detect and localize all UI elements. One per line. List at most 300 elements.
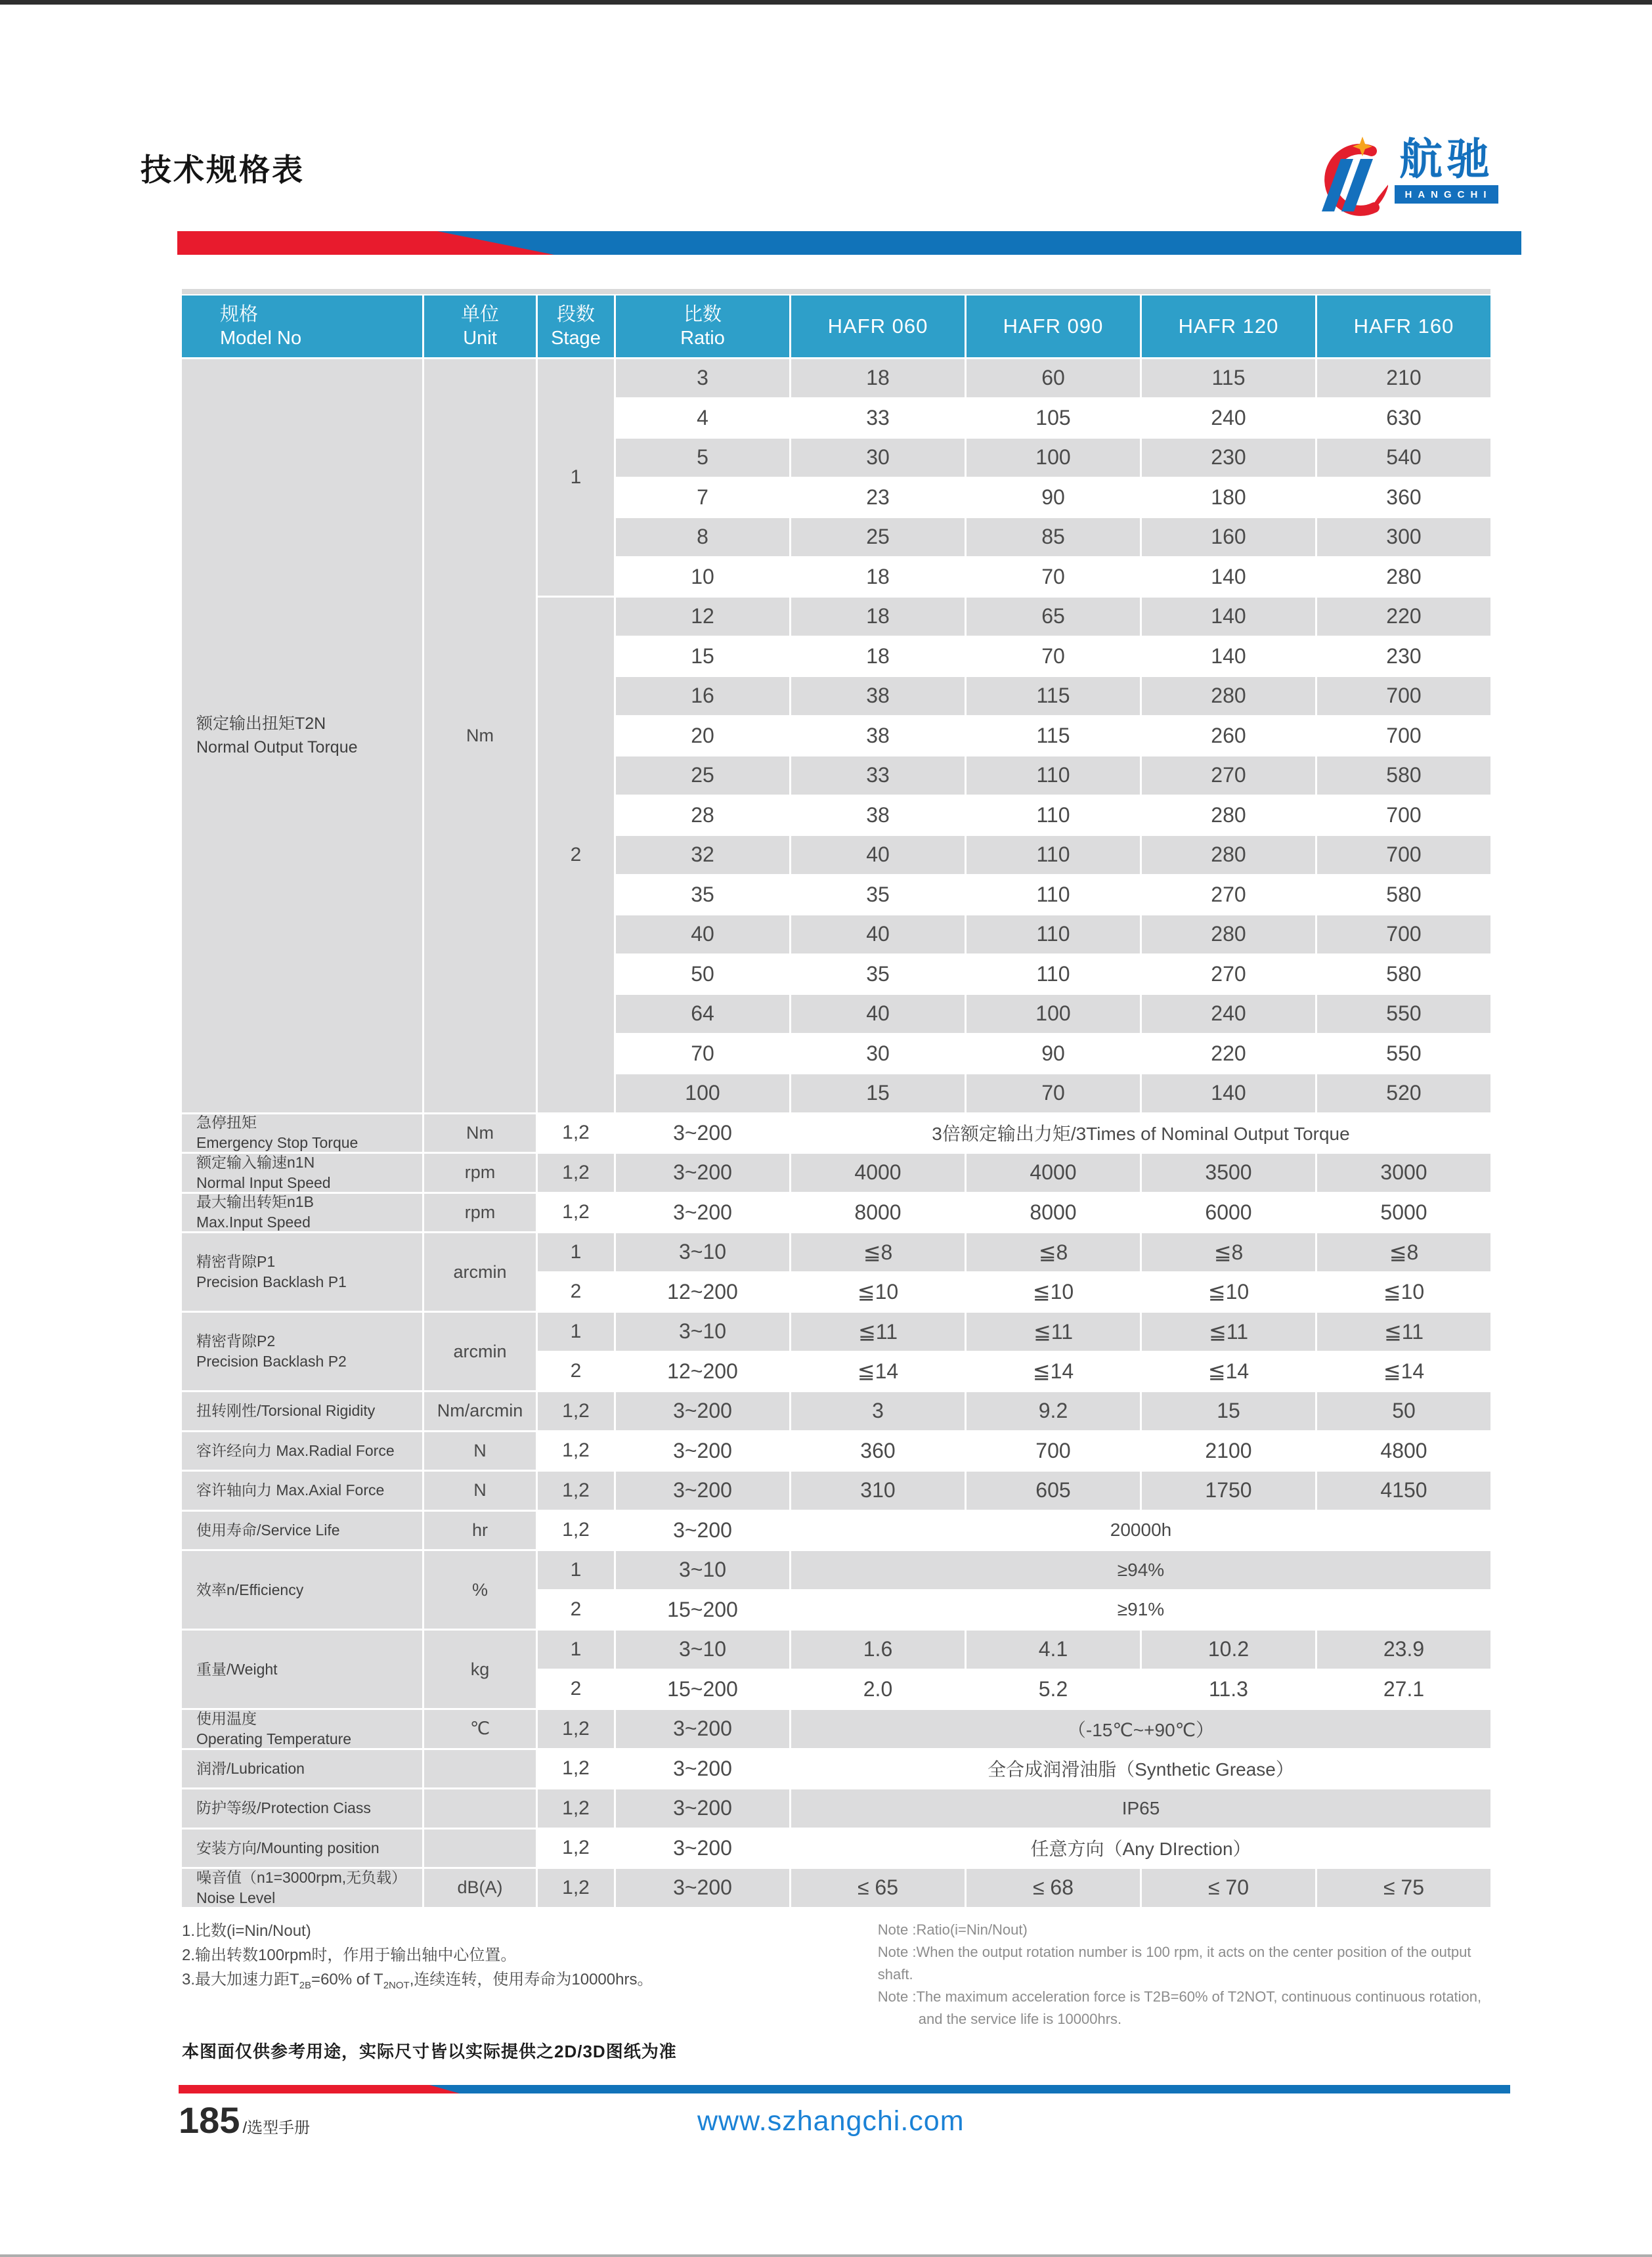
brand-name-en: HANGCHI <box>1404 188 1492 200</box>
brand-name-cn: 航驰 <box>1399 135 1494 183</box>
table-top-strip <box>182 289 1490 294</box>
label-line: 容许经向力 Max.Radial Force <box>196 1441 395 1459</box>
note-text: =60% of T <box>311 1971 383 1988</box>
ratio-range-cell: 3~200 <box>616 1869 789 1907</box>
value-cell: 4000 <box>791 1154 965 1192</box>
ratio-cell: 64 <box>616 995 789 1033</box>
label-line: Max.Input Speed <box>196 1214 311 1231</box>
value-cell: 220 <box>1142 1035 1315 1073</box>
stage-cell: 1,2 <box>538 1830 614 1868</box>
page-bottom-border <box>0 2254 1652 2257</box>
value-cell: 70 <box>967 1074 1140 1112</box>
span-value-cell: ≥91% <box>791 1591 1490 1629</box>
value-cell: ≦8 <box>791 1233 965 1271</box>
value-cell: 23 <box>791 479 965 517</box>
value-cell: 180 <box>1142 479 1315 517</box>
value-cell: 40 <box>791 995 965 1033</box>
website-text: www.szhangchi.com <box>697 2105 965 2137</box>
col-header-model-cn: 规格 <box>220 304 259 325</box>
value-cell: ≤ 75 <box>1317 1869 1490 1907</box>
value-cell: 110 <box>967 836 1140 874</box>
row-label <box>182 1789 422 1828</box>
value-cell: 50 <box>1317 1392 1490 1430</box>
value-cell: 18 <box>791 598 965 636</box>
ratio-range-cell: 3~200 <box>616 1154 789 1192</box>
label-line: 安装方向/Mounting position <box>196 1839 380 1856</box>
spec-table <box>182 289 1490 1907</box>
torque-label <box>182 359 422 1112</box>
row-label <box>182 1750 422 1788</box>
stage-cell: 1,2 <box>538 1114 614 1152</box>
value-cell: 520 <box>1317 1074 1490 1112</box>
value-cell: 8000 <box>791 1194 965 1232</box>
value-cell: 700 <box>1317 677 1490 715</box>
label-line: 使用寿命/Service Life <box>196 1521 340 1539</box>
label-line: Precision Backlash P2 <box>196 1353 347 1370</box>
value-cell: 110 <box>967 756 1140 795</box>
unit-cell: hr <box>424 1512 536 1550</box>
value-cell: 110 <box>967 876 1140 914</box>
value-cell: ≦10 <box>1317 1273 1490 1311</box>
col-header-unit-en: Unit <box>463 328 497 349</box>
label-line: Noise Level <box>196 1889 276 1906</box>
ratio-cell: 20 <box>616 717 789 755</box>
note-text: 1.比数(i=Nin/Nout) <box>182 1922 311 1940</box>
stage-cell: 1 <box>538 1313 614 1351</box>
row-label <box>182 1233 422 1311</box>
value-cell: 360 <box>1317 479 1490 517</box>
note-line-en: Note :When the output rotation number is 100 rpm, it acts on the center position of the output shaft. <box>877 1944 1471 1983</box>
page-number-label: /选型手册 <box>242 2119 311 2137</box>
row-label <box>182 1432 422 1470</box>
ratio-range-cell: 12~200 <box>616 1353 789 1391</box>
row-label <box>182 1154 422 1192</box>
unit-cell: arcmin <box>424 1233 536 1311</box>
span-value-cell: 20000h <box>791 1512 1490 1550</box>
col-header-hafr160: HAFR 160 <box>1317 296 1490 357</box>
row-label <box>182 1392 422 1430</box>
notes-left <box>182 1919 878 2030</box>
label-line: 润滑/Lubrication <box>196 1759 305 1777</box>
stage-cell: 1,2 <box>538 1789 614 1828</box>
ratio-cell: 7 <box>616 479 789 517</box>
stage-cell: 1,2 <box>538 1750 614 1788</box>
value-cell: 110 <box>967 915 1140 953</box>
ratio-cell: 25 <box>616 756 789 795</box>
row-label <box>182 1512 422 1550</box>
value-cell: 8000 <box>967 1194 1140 1232</box>
value-cell: 60 <box>967 359 1140 397</box>
value-cell: 270 <box>1142 876 1315 914</box>
span-value-cell: 全合成润滑油脂（Synthetic Grease） <box>791 1750 1490 1788</box>
value-cell: ≦11 <box>1317 1313 1490 1351</box>
span-value-cell: （-15℃~+90℃） <box>791 1710 1490 1748</box>
value-cell: 18 <box>791 359 965 397</box>
value-cell: 10.2 <box>1142 1631 1315 1669</box>
value-cell: ≦14 <box>1142 1353 1315 1391</box>
value-cell: 18 <box>791 558 965 596</box>
ratio-range-cell: 3~10 <box>616 1631 789 1669</box>
row-label <box>182 1830 422 1868</box>
stage-cell: 1,2 <box>538 1512 614 1550</box>
ratio-cell: 15 <box>616 638 789 676</box>
ratio-cell: 35 <box>616 876 789 914</box>
value-cell: 1.6 <box>791 1631 965 1669</box>
unit-cell <box>424 1750 536 1788</box>
value-cell: 70 <box>967 638 1140 676</box>
stage-cell: 2 <box>538 1671 614 1709</box>
value-cell: 30 <box>791 439 965 477</box>
value-cell: 15 <box>791 1074 965 1112</box>
header-banner <box>177 231 1521 258</box>
label-line: 额定输入输速n1N <box>196 1153 315 1171</box>
value-cell: 38 <box>791 677 965 715</box>
value-cell: 115 <box>967 717 1140 755</box>
note-line <box>182 1919 878 1943</box>
label-line: 防护等级/Protection Ciass <box>196 1799 371 1817</box>
unit-cell: ℃ <box>424 1710 536 1748</box>
unit-cell: Nm/arcmin <box>424 1392 536 1430</box>
value-cell: 580 <box>1317 955 1490 994</box>
value-cell: 3000 <box>1317 1154 1490 1192</box>
value-cell: 140 <box>1142 598 1315 636</box>
brand-logo <box>1311 135 1498 230</box>
value-cell: ≦11 <box>967 1313 1140 1351</box>
value-cell: 100 <box>967 995 1140 1033</box>
col-header-stage-cn: 段数 <box>556 304 595 325</box>
stage-cell: 1 <box>538 1631 614 1669</box>
ratio-range-cell: 3~200 <box>616 1432 789 1470</box>
value-cell: 4.1 <box>967 1631 1140 1669</box>
value-cell: 110 <box>967 955 1140 994</box>
stage-cell: 1 <box>538 1551 614 1589</box>
stage-cell: 1,2 <box>538 1472 614 1510</box>
stage-cell: 2 <box>538 1353 614 1391</box>
span-value-cell: IP65 <box>791 1789 1490 1828</box>
label-line: Normal Input Speed <box>196 1173 331 1191</box>
row-label <box>182 1631 422 1708</box>
ratio-cell: 40 <box>616 915 789 953</box>
value-cell: ≦11 <box>1142 1313 1315 1351</box>
unit-cell: N <box>424 1432 536 1470</box>
col-header-model-en: Model No <box>220 328 302 349</box>
value-cell: 270 <box>1142 756 1315 795</box>
value-cell: 630 <box>1317 399 1490 437</box>
ratio-range-cell: 3~200 <box>616 1710 789 1748</box>
label-line: 容许轴向力 Max.Axial Force <box>196 1481 385 1499</box>
col-header-hafr060: HAFR 060 <box>791 296 965 357</box>
unit-cell: Nm <box>424 1114 536 1152</box>
spec-grid <box>182 359 1490 1907</box>
value-cell: ≤ 65 <box>791 1869 965 1907</box>
col-header-ratio-cn: 比数 <box>683 304 722 325</box>
value-cell: 140 <box>1142 638 1315 676</box>
col-header-ratio-en: Ratio <box>680 328 725 349</box>
ratio-range-cell: 3~200 <box>616 1472 789 1510</box>
label-line: 效率n/Efficiency <box>196 1581 304 1598</box>
unit-cell <box>424 1789 536 1828</box>
value-cell: 260 <box>1142 717 1315 755</box>
value-cell: 240 <box>1142 399 1315 437</box>
stage-cell: 1,2 <box>538 1194 614 1232</box>
col-header-model <box>182 296 422 357</box>
value-cell: 33 <box>791 756 965 795</box>
value-cell: 115 <box>967 677 1140 715</box>
value-cell: 160 <box>1142 518 1315 556</box>
row-label <box>182 1551 422 1629</box>
footer-banner <box>179 2085 1510 2097</box>
value-cell: 25 <box>791 518 965 556</box>
value-cell: 38 <box>791 797 965 835</box>
value-cell: 30 <box>791 1035 965 1073</box>
value-cell: 230 <box>1142 439 1315 477</box>
ratio-cell: 50 <box>616 955 789 994</box>
value-cell: 40 <box>791 915 965 953</box>
col-header-stage <box>538 296 614 357</box>
label-line: Precision Backlash P1 <box>196 1273 347 1290</box>
value-cell: 2100 <box>1142 1432 1315 1470</box>
value-cell: 280 <box>1142 797 1315 835</box>
value-cell: 40 <box>791 836 965 874</box>
value-cell: 3500 <box>1142 1154 1315 1192</box>
stage-cell: 1,2 <box>538 1710 614 1748</box>
value-cell: 11.3 <box>1142 1671 1315 1709</box>
value-cell: 23.9 <box>1317 1631 1490 1669</box>
note-text: 3.最大加速力距T <box>182 1971 299 1988</box>
value-cell: 605 <box>967 1472 1140 1510</box>
value-cell: 700 <box>967 1432 1140 1470</box>
row-label <box>182 1194 422 1232</box>
ratio-cell: 5 <box>616 439 789 477</box>
note-line-en: Note :The maximum acceleration force is T2B=60% of T2NOT, continuous continuous rotation, <box>877 1988 1482 2005</box>
note-subscript: 2B <box>299 1979 312 1991</box>
ratio-range-cell: 3~10 <box>616 1233 789 1271</box>
ratio-range-cell: 12~200 <box>616 1273 789 1311</box>
value-cell: 4150 <box>1317 1472 1490 1510</box>
value-cell: 230 <box>1317 638 1490 676</box>
ratio-cell: 3 <box>616 359 789 397</box>
value-cell: 27.1 <box>1317 1671 1490 1709</box>
note-line-en: and the service life is 10000hrs. <box>918 2011 1122 2027</box>
span-value-cell: 3倍额定输出力矩/3Times of Nominal Output Torque <box>791 1114 1490 1152</box>
value-cell: 210 <box>1317 359 1490 397</box>
value-cell: 9.2 <box>967 1392 1140 1430</box>
value-cell: ≦10 <box>967 1273 1140 1311</box>
value-cell: ≤ 68 <box>967 1869 1140 1907</box>
col-header-hafr090: HAFR 090 <box>967 296 1140 357</box>
value-cell: ≦8 <box>967 1233 1140 1271</box>
ratio-range-cell: 3~10 <box>616 1551 789 1589</box>
ratio-cell: 70 <box>616 1035 789 1073</box>
ratio-cell: 28 <box>616 797 789 835</box>
torque-unit-cell: Nm <box>424 359 536 1112</box>
value-cell: 15 <box>1142 1392 1315 1430</box>
value-cell: ≤ 70 <box>1142 1869 1315 1907</box>
footer-page <box>179 2099 310 2141</box>
ratio-range-cell: 3~200 <box>616 1789 789 1828</box>
value-cell: 70 <box>967 558 1140 596</box>
value-cell: 700 <box>1317 797 1490 835</box>
value-cell: 280 <box>1317 558 1490 596</box>
value-cell: ≦10 <box>1142 1273 1315 1311</box>
value-cell: 5000 <box>1317 1194 1490 1232</box>
value-cell: 2.0 <box>791 1671 965 1709</box>
unit-cell: kg <box>424 1631 536 1708</box>
stage-cell: 1 <box>538 1233 614 1271</box>
value-cell: ≦8 <box>1317 1233 1490 1271</box>
label-line: 扭转刚性/Torsional Rigidity <box>196 1402 376 1420</box>
value-cell: 140 <box>1142 558 1315 596</box>
value-cell: 580 <box>1317 876 1490 914</box>
value-cell: ≦14 <box>791 1353 965 1391</box>
unit-cell: % <box>424 1551 536 1629</box>
value-cell: 540 <box>1317 439 1490 477</box>
ratio-cell: 12 <box>616 598 789 636</box>
col-header-stage-en: Stage <box>551 328 601 349</box>
value-cell: 35 <box>791 876 965 914</box>
row-label <box>182 1869 422 1907</box>
brand-text <box>1395 135 1498 204</box>
stage-1-cell: 1 <box>538 359 614 596</box>
col-header-ratio <box>616 296 789 357</box>
label-line: 额定输出扭矩T2N <box>196 714 326 734</box>
unit-cell: arcmin <box>424 1313 536 1390</box>
brand-name-bar <box>1395 185 1498 204</box>
value-cell: 33 <box>791 399 965 437</box>
value-cell: 110 <box>967 797 1140 835</box>
note-line <box>182 1943 878 1967</box>
note-text: ,连续连转，使用寿命为10000hrs。 <box>409 1971 653 1988</box>
label-line: 重量/Weight <box>196 1660 278 1678</box>
value-cell: 580 <box>1317 756 1490 795</box>
unit-cell: rpm <box>424 1154 536 1192</box>
value-cell: 4800 <box>1317 1432 1490 1470</box>
ratio-cell: 100 <box>616 1074 789 1112</box>
ratio-cell: 8 <box>616 518 789 556</box>
page-number: 185 <box>179 2099 240 2141</box>
stage-2-cell: 2 <box>538 598 614 1112</box>
row-label <box>182 1313 422 1390</box>
ratio-cell: 4 <box>616 399 789 437</box>
value-cell: 700 <box>1317 836 1490 874</box>
row-label <box>182 1114 422 1152</box>
value-cell: 3 <box>791 1392 965 1430</box>
value-cell: 1750 <box>1142 1472 1315 1510</box>
label-line: Emergency Stop Torque <box>196 1134 359 1152</box>
ratio-cell: 10 <box>616 558 789 596</box>
value-cell: 240 <box>1142 995 1315 1033</box>
stage-cell: 2 <box>538 1591 614 1629</box>
brand-mark-icon <box>1311 135 1388 230</box>
disclaimer-text: 本图面仅供参考用途，实际尺寸皆以实际提供之2D/3D图纸为准 <box>182 2042 677 2061</box>
stage-cell: 2 <box>538 1273 614 1311</box>
stage-cell: 1,2 <box>538 1392 614 1430</box>
span-value-cell: ≥94% <box>791 1551 1490 1589</box>
value-cell: 115 <box>1142 359 1315 397</box>
label-line: 精密背隙P2 <box>196 1332 276 1349</box>
value-cell: 100 <box>967 439 1140 477</box>
note-subscript: 2NOT <box>383 1979 410 1991</box>
ratio-range-cell: 3~200 <box>616 1194 789 1232</box>
col-header-unit <box>424 296 536 357</box>
footnotes <box>182 1919 1492 2030</box>
ratio-range-cell: 3~200 <box>616 1114 789 1152</box>
row-label <box>182 1710 422 1748</box>
value-cell: 105 <box>967 399 1140 437</box>
ratio-range-cell: 3~200 <box>616 1750 789 1788</box>
value-cell: 280 <box>1142 836 1315 874</box>
value-cell: ≦14 <box>967 1353 1140 1391</box>
ratio-cell: 16 <box>616 677 789 715</box>
ratio-range-cell: 15~200 <box>616 1591 789 1629</box>
value-cell: ≦14 <box>1317 1353 1490 1391</box>
page-title: 技术规格表 <box>141 152 305 187</box>
ratio-range-cell: 3~10 <box>616 1313 789 1351</box>
label-line: 精密背隙P1 <box>196 1253 276 1270</box>
label-line: 使用温度 <box>196 1709 257 1727</box>
value-cell: ≦11 <box>791 1313 965 1351</box>
unit-cell: dB(A) <box>424 1869 536 1907</box>
value-cell: ≦8 <box>1142 1233 1315 1271</box>
col-header-hafr120: HAFR 120 <box>1142 296 1315 357</box>
stage-cell: 1,2 <box>538 1154 614 1192</box>
table-header <box>182 296 1490 357</box>
stage-cell: 1,2 <box>538 1432 614 1470</box>
note-line-en: Note :Ratio(i=Nin/Nout) <box>877 1921 1028 1938</box>
unit-cell: N <box>424 1472 536 1510</box>
value-cell: 220 <box>1317 598 1490 636</box>
value-cell: 5.2 <box>967 1671 1140 1709</box>
label-line: 噪音值（n1=3000rpm,无负载） <box>196 1868 407 1886</box>
notes-right <box>878 1919 1492 2030</box>
value-cell: 280 <box>1142 677 1315 715</box>
value-cell: 280 <box>1142 915 1315 953</box>
value-cell: 550 <box>1317 1035 1490 1073</box>
ratio-range-cell: 3~200 <box>616 1830 789 1868</box>
value-cell: 18 <box>791 638 965 676</box>
value-cell: 140 <box>1142 1074 1315 1112</box>
value-cell: 550 <box>1317 995 1490 1033</box>
span-value-cell: 任意方向（Any DIrection） <box>791 1830 1490 1868</box>
ratio-cell: 32 <box>616 836 789 874</box>
stage-cell: 1,2 <box>538 1869 614 1907</box>
unit-cell: rpm <box>424 1194 536 1232</box>
value-cell: 700 <box>1317 717 1490 755</box>
label-line: 急停扭矩 <box>196 1114 257 1131</box>
value-cell: 6000 <box>1142 1194 1315 1232</box>
row-label <box>182 1472 422 1510</box>
note-text: 2.输出转数100rpm时，作用于输出轴中心位置。 <box>182 1946 517 1964</box>
ratio-range-cell: 15~200 <box>616 1671 789 1709</box>
label-line: Normal Output Torque <box>196 738 358 757</box>
value-cell: 300 <box>1317 518 1490 556</box>
value-cell: 360 <box>791 1432 965 1470</box>
value-cell: 4000 <box>967 1154 1140 1192</box>
page-top-border <box>0 0 1652 5</box>
value-cell: 65 <box>967 598 1140 636</box>
value-cell: 35 <box>791 955 965 994</box>
col-header-unit-cn: 单位 <box>460 304 499 325</box>
value-cell: 90 <box>967 479 1140 517</box>
value-cell: 270 <box>1142 955 1315 994</box>
unit-cell <box>424 1830 536 1868</box>
value-cell: 38 <box>791 717 965 755</box>
value-cell: 85 <box>967 518 1140 556</box>
note-line <box>182 1967 878 1998</box>
value-cell: ≦10 <box>791 1273 965 1311</box>
label-line: Operating Temperature <box>196 1730 352 1747</box>
ratio-range-cell: 3~200 <box>616 1512 789 1550</box>
